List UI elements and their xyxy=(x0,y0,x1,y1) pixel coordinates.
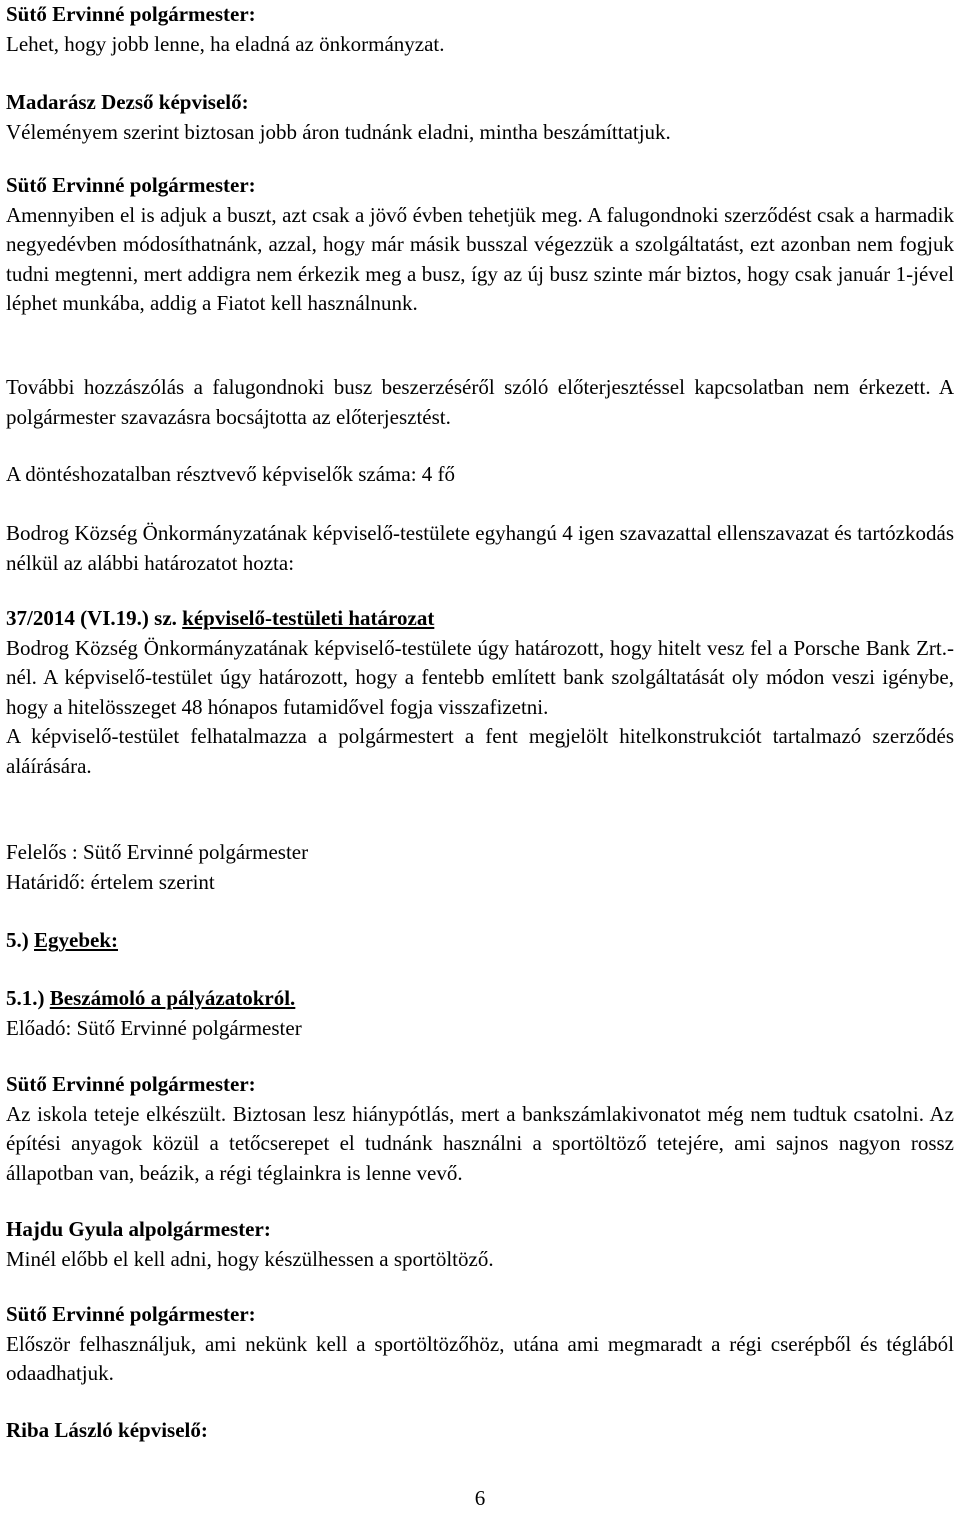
speech-block-10 xyxy=(6,1416,954,1446)
speech-text: Véleményem szerint biztosan jobb áron tudnánk eladni, mintha beszámíttatjuk. xyxy=(6,119,671,144)
resolution-text: A képviselő-testület felhatalmazza a polgármestert a fent megjelölt hitelkonstrukciót tartalmazó szerződés aláírására. xyxy=(6,724,954,778)
speaker-name: Sütő Ervinné polgármester: xyxy=(6,1302,256,1326)
speech-block-8 xyxy=(6,1215,954,1274)
speaker-name: Madarász Dezső képviselő: xyxy=(6,90,249,114)
paragraph-decision xyxy=(6,519,954,578)
resolution-title: képviselő-testületi határozat xyxy=(182,606,435,630)
section-title: Egyebek: xyxy=(34,928,118,952)
speech-block-2 xyxy=(6,88,954,147)
speech-text: Lehet, hogy jobb lenne, ha eladná az önkormányzat. xyxy=(6,31,445,56)
deadline-line: Határidő: értelem szerint xyxy=(6,869,215,894)
paragraph-text: További hozzászólás a falugondnoki busz beszerzéséről szóló előterjesztéssel kapcsolatban nem érkezett. A polgármester szavazásra bocsájtotta az előterjesztést. xyxy=(6,375,954,429)
speaker-name: Sütő Ervinné polgármester: xyxy=(6,1072,256,1096)
section-number: 5.) xyxy=(6,928,29,952)
speech-text: Az iskola teteje elkészült. Biztosan lesz hiánypótlás, mert a bankszámlakivonatot még nem tudtuk csatolni. Az építési anyagok közül a tetőcserepet el tudnánk használni a sportöltöző tetejére, ami sajnos nagyon rossz állapotban van, beázik, a régi téglainkra is lenne vevő. xyxy=(6,1101,954,1185)
resolution-text: Bodrog Község Önkormányzatának képviselő-testülete úgy határozott, hogy hitelt vesz fel a Porsche Bank Zrt.-nél. A képviselő-testület úgy határozott, hogy a fentebb említett bank szolgáltatását oly módon veszi igénybe, hogy a hitelösszeget 48 hónapos futamidővel fogja visszafizetni. xyxy=(6,635,954,719)
responsible-line: Felelős : Sütő Ervinné polgármester xyxy=(6,840,309,864)
paragraph-vote-count xyxy=(6,460,954,490)
section-number: 5.1.) xyxy=(6,986,45,1010)
section-heading-5 xyxy=(6,926,954,956)
speaker-name: Riba László képviselő: xyxy=(6,1418,208,1442)
speech-text: Minél előbb el kell adni, hogy készülhessen a sportöltöző. xyxy=(6,1246,494,1271)
paragraph-text: A döntéshozatalban résztvevő képviselők száma: 4 fő xyxy=(6,462,456,486)
speaker-name: Hajdu Gyula alpolgármester: xyxy=(6,1217,271,1241)
speech-text: Először felhasználjuk, ami nekünk kell a sportöltözőhöz, utána ami megmaradt a régi cserépből és téglából odaadhatjuk. xyxy=(6,1331,954,1386)
speaker-name: Sütő Ervinné polgármester: xyxy=(6,173,256,197)
resolution xyxy=(6,604,954,782)
speech-block-3 xyxy=(6,171,954,319)
paragraph-no-more-comments xyxy=(6,373,954,432)
page-number: 6 xyxy=(474,1486,486,1510)
paragraph-text: Bodrog Község Önkormányzatának képviselő-testülete egyhangú 4 igen szavazattal ellenszavazat és tartózkodás nélkül az alábbi határozatot hozta: xyxy=(6,521,954,575)
section-title: Beszámoló a pályázatokról. xyxy=(49,986,296,1010)
section-heading-5-1 xyxy=(6,984,954,1043)
speaker-name: Sütő Ervinné polgármester: xyxy=(6,2,256,26)
responsible-block xyxy=(6,838,954,897)
presenter-line: Előadó: Sütő Ervinné polgármester xyxy=(6,1015,302,1040)
speech-block-1 xyxy=(6,0,954,59)
speech-block-9 xyxy=(6,1300,954,1389)
speech-text: Amennyiben el is adjuk a buszt, azt csak a jövő évben tehetjük meg. A falugondnoki szerződést csak a harmadik negyedévben módosíthatnánk, azzal, hogy már másik busszal végezzük a szolgáltatást, ezt azonban nem fogjuk tudni megtenni, mert addigra nem érkezik meg a busz, így az új busz szinte már biztos, hogy csak január 1-jével léphet munkába, addig a Fiatot kell használnunk. xyxy=(6,202,954,316)
resolution-number: 37/2014 (VI.19.) sz. xyxy=(6,606,177,630)
resolution-heading xyxy=(6,604,954,634)
speech-block-7 xyxy=(6,1070,954,1188)
